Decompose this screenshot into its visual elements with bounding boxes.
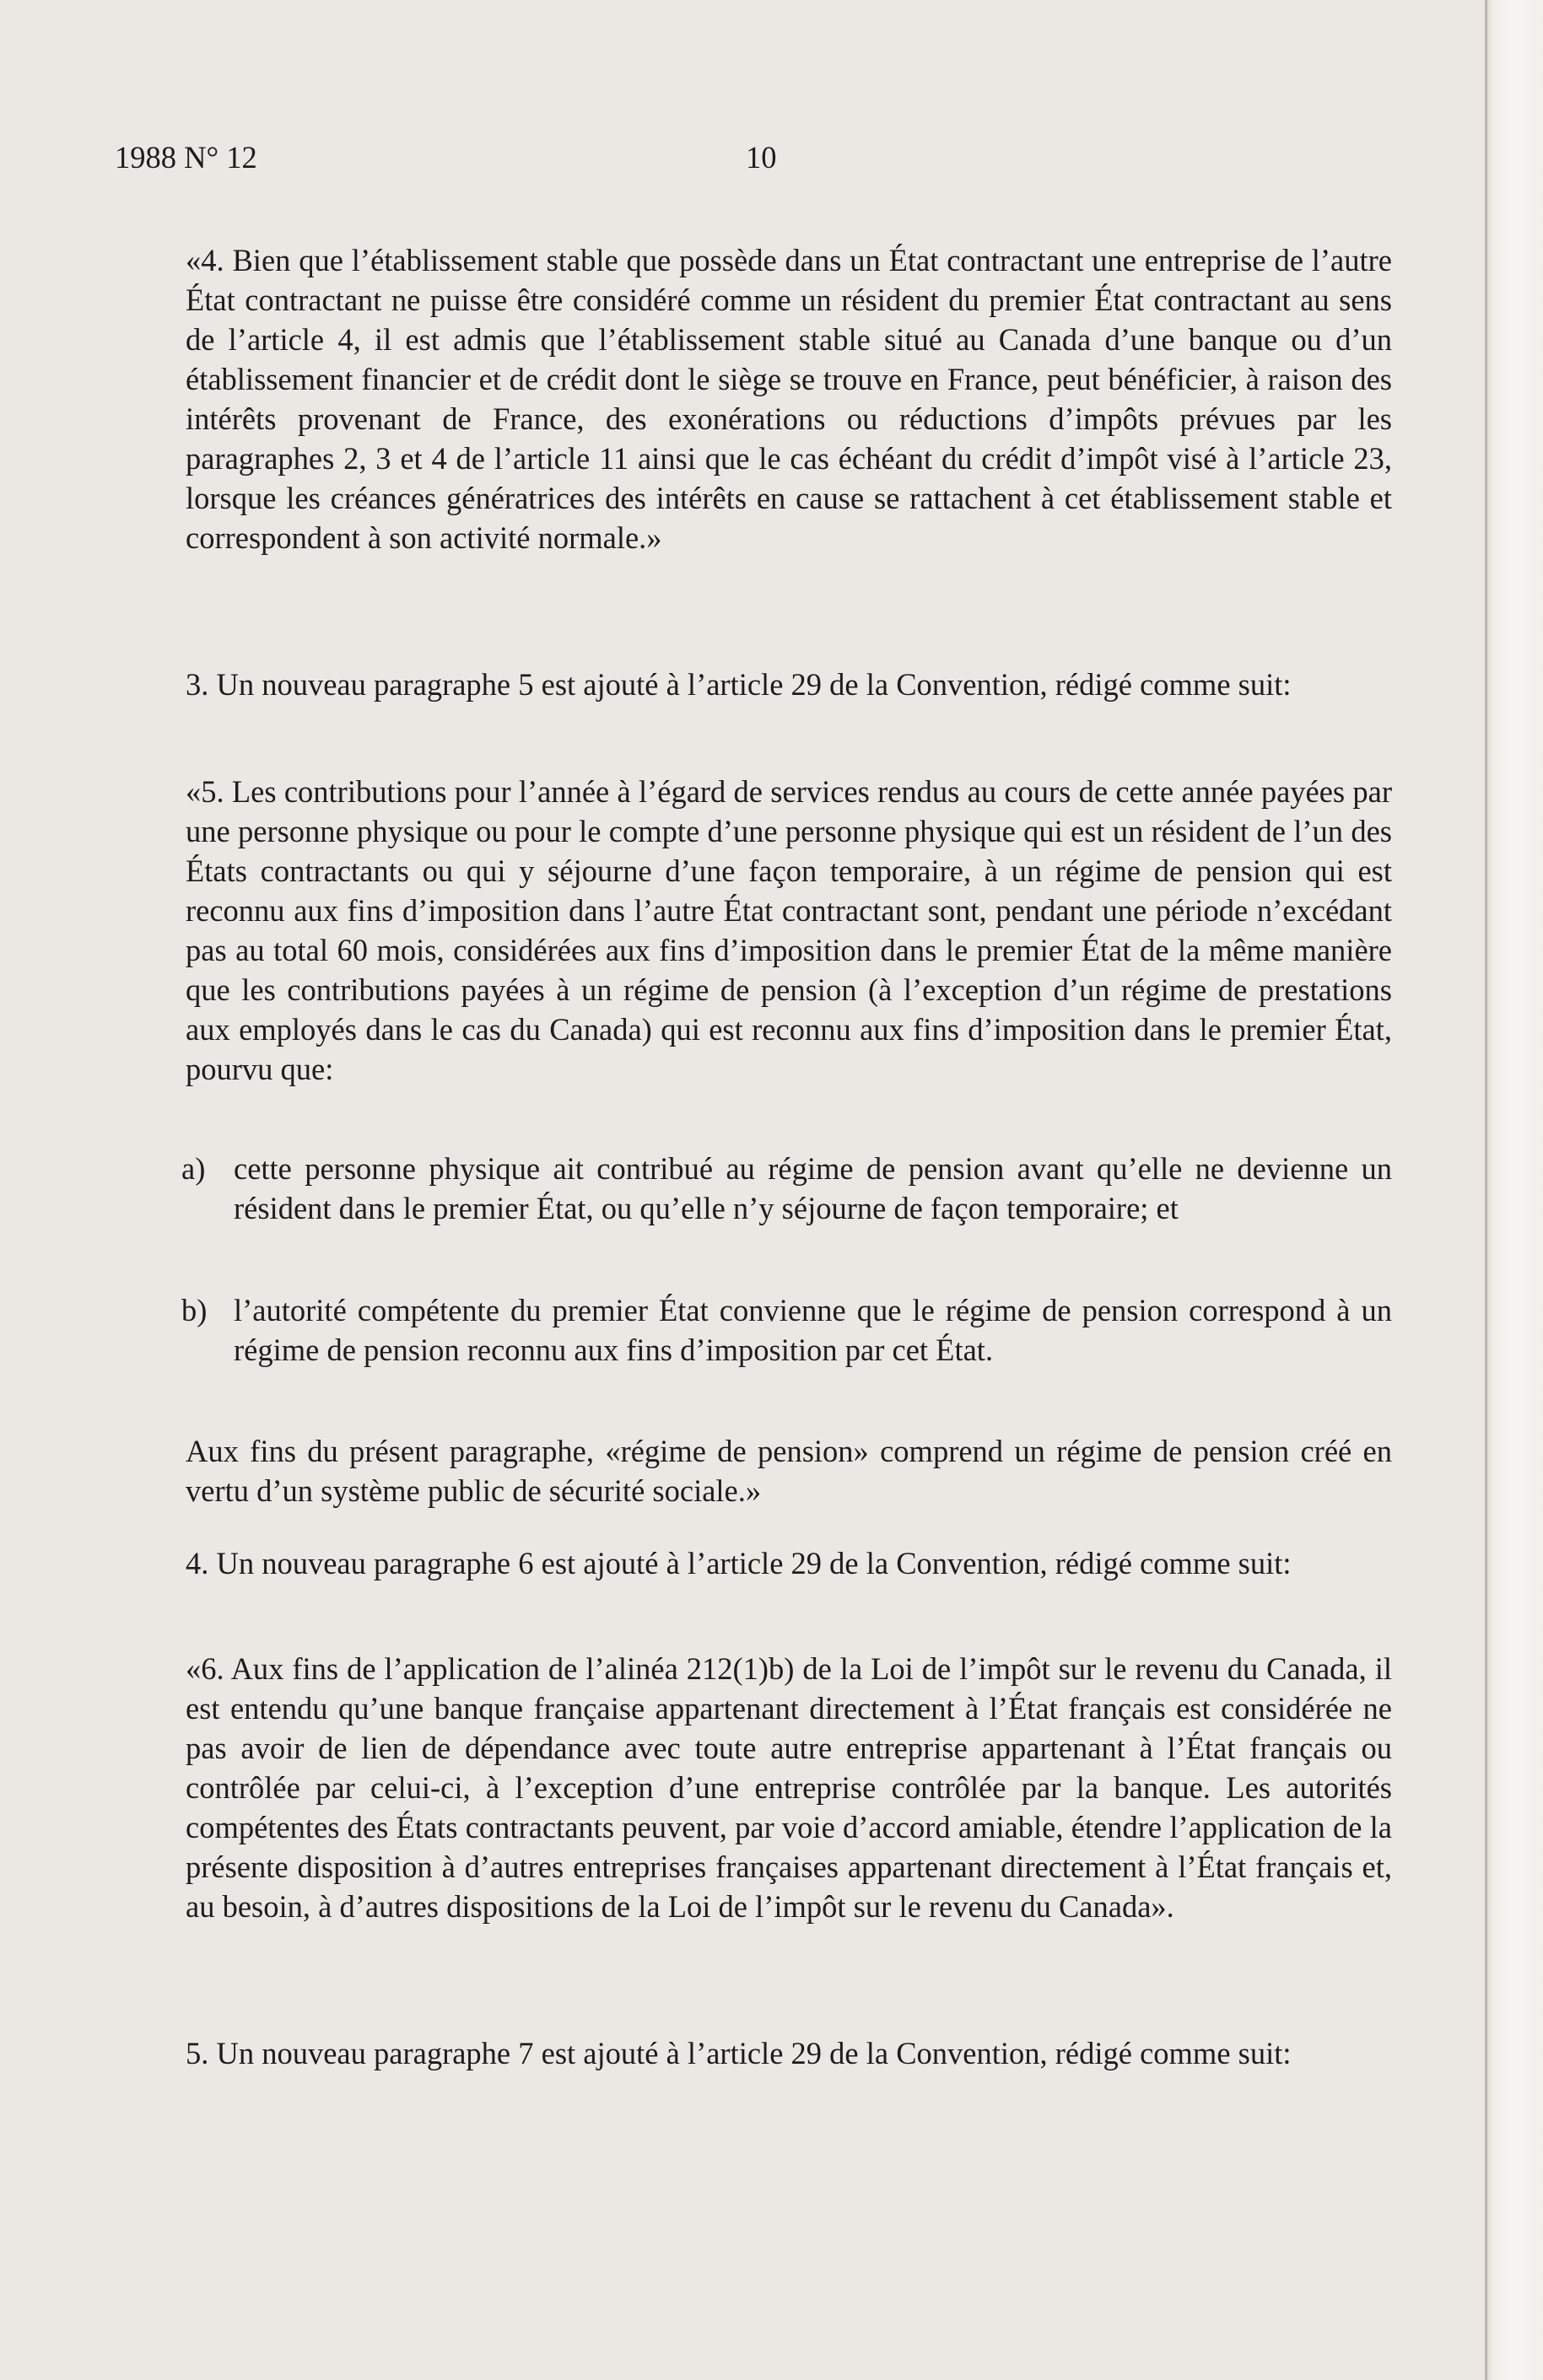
paragraph-4-quote: «4. Bien que l’établissement stable que possède dans un État contractant une entreprise de l’autre État contractant ne puisse être considéré comme un résident du premier État contractant au sens de l’article 4, il est admis que l’établissement stable situé au Canada d’une banque ou d’un établissement financier et de crédit dont le siège se trouve en France, peut bénéficier, à raison des intérêts provenant de France, des exonérations ou réductions d’impôts prévues par les paragraphes 2, 3 et 4 de l’article 11 ainsi que le cas échéant du crédit d’impôt visé à l’article 23, lorsque les créances génératrices des intérêts en cause se rattachent à cet établissement stable et correspondent à son activité normale.»	[186, 243, 1392, 555]
list-item-a-text: cette personne physique ait contribué au régime de pension avant qu’elle ne devienne un résident dans le premier État, ou qu’elle n’y séjourne de façon temporaire; et	[234, 1151, 1392, 1225]
pension-definition-paragraph: Aux fins du présent paragraphe, «régime de pension» comprend un régime de pension créé en vertu d’un système public de sécurité sociale.»	[186, 1434, 1392, 1508]
page-header	[115, 137, 1448, 180]
list-item-b-text: l’autorité compétente du premier État convienne que le régime de pension correspond à un régime de pension reconnu aux fins d’imposition par cet État.	[234, 1293, 1392, 1367]
list-item-b-letter: b)	[181, 1293, 208, 1327]
paragraph-5-amendment: 5. Un nouveau paragraphe 7 est ajouté à l’article 29 de la Convention, rédigé comme suit:	[186, 2036, 1292, 2070]
header-year-number: 1988 N° 12	[115, 140, 257, 175]
paragraph-3-amendment: 3. Un nouveau paragraphe 5 est ajouté à l’article 29 de la Convention, rédigé comme suit:	[186, 667, 1292, 702]
paragraph-5-quote: «5. Les contributions pour l’année à l’égard de services rendus au cours de cette année payées par une personne physique ou pour le compte d’une personne physique qui est un résident de l’un des États contractants ou qui y séjourne d’une façon temporaire, à un régime de pension qui est reconnu aux fins d’imposition dans l’autre État contractant sont, pendant une période n’excédant pas au total 60 mois, considérées aux fins d’imposition dans le premier État de la même manière que les contributions payées à un régime de pension (à l’exception d’un régime de prestations aux employés dans le cas du Canada) qui est reconnu aux fins d’imposition dans le premier État, pourvu que:	[186, 774, 1392, 1086]
paragraph-4-amendment: 4. Un nouveau paragraphe 6 est ajouté à l’article 29 de la Convention, rédigé comme suit:	[186, 1546, 1292, 1580]
page-number: 10	[746, 140, 777, 175]
paragraph-6-quote: «6. Aux fins de l’application de l’alinéa 212(1)b) de la Loi de l’impôt sur le revenu du Canada, il est entendu qu’une banque française appartenant directement à l’État français est considérée ne pas avoir de lien de dépendance avec toute autre entreprise appartenant à l’État français ou contrôlée par celui-ci, à l’exception d’une entreprise contrôlée par la banque. Les autorités compétentes des États contractants peuvent, par voie d’accord amiable, étendre l’application de la présente disposition à d’autres entreprises françaises appartenant directement à l’État français et, au besoin, à d’autres dispositions de la Loi de l’impôt sur le revenu du Canada».	[186, 1651, 1392, 1924]
page-edge	[1485, 0, 1543, 2380]
page-edge-shadow	[1485, 0, 1487, 2380]
list-item-a-letter: a)	[181, 1151, 206, 1186]
